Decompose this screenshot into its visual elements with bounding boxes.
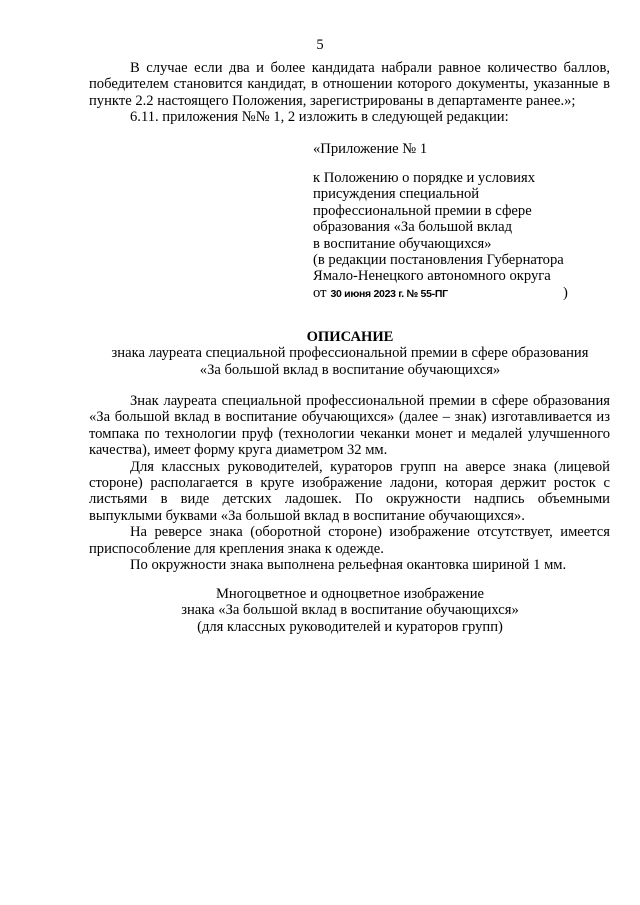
appendix-line: в воспитание обучающихся» [313,235,492,252]
page-number: 5 [316,37,324,53]
appendix-line: присуждения специальной [313,186,480,203]
image-caption-line: знака «За большой вклад в воспитание обучающихся» [181,602,519,619]
amendment-paragraph: 6.11. приложения №№ 1, 2 изложить в следующей редакции: [130,109,509,126]
date-close: ) [563,284,568,301]
appendix-line: профессиональной премии в сфере [313,202,532,219]
image-caption [0,586,640,635]
description-body [89,393,610,573]
description-paragraph: По окружности знака выполнена рельефная окантовка шириной 1 мм. [130,557,567,574]
appendix-date-line [313,285,603,302]
appendix-line: к Положению о порядке и условиях [313,170,535,186]
date-stamp: 30 июня 2023 г. № 55-ПГ [330,287,448,300]
date-prefix: от [313,284,327,301]
description-paragraph: На реверсе знака (оборотной стороне) изображение отсутствует, имеется приспособление для крепления знака к одежде. [89,524,610,557]
description-subtitle-line: знака лауреата специальной профессиональной премии в сфере образования [111,345,589,362]
appendix-line: образования «За большой вклад [313,219,512,236]
appendix-block [313,170,603,302]
appendix-title: «Приложение № 1 [313,141,428,157]
description-header [0,329,640,378]
intro-text [89,60,610,126]
appendix-line: Ямало-Ненецкого автономного округа [313,268,551,285]
image-caption-line: (для классных руководителей и кураторов групп) [197,618,503,635]
description-paragraph: Знак лауреата специальной профессиональной премии в сфере образования «За большой вклад в воспитание обучающихся» (далее – знак) изготавливается из томпака по технологии пруф (технологии чеканки монет и медалей улучшенного качества), имеет форму круга диаметром 32 мм. [89,393,610,459]
intro-paragraph: В случае если два и более кандидата набрали равное количество баллов, победителем становится кандидат, в отношении которого документы, указанные в пункте 2.2 настоящего Положения, зарегистрированы в департаменте ранее.»; [89,60,610,109]
image-caption-line: Многоцветное и одноцветное изображение [215,586,485,602]
description-subtitle-line: «За большой вклад в воспитание обучающихся» [199,361,501,378]
description-paragraph: Для классных руководителей, кураторов групп на аверсе знака (лицевой стороне) располагается в круге изображение ладони, которая держит росток с листьями в виде детских ладошек. По окружности надпись объемными выпуклыми буквами «За большой вклад в воспитание обучающихся». [89,458,610,524]
appendix-line: (в редакции постановления Губернатора [313,252,564,269]
description-heading: ОПИСАНИЕ [306,329,394,345]
